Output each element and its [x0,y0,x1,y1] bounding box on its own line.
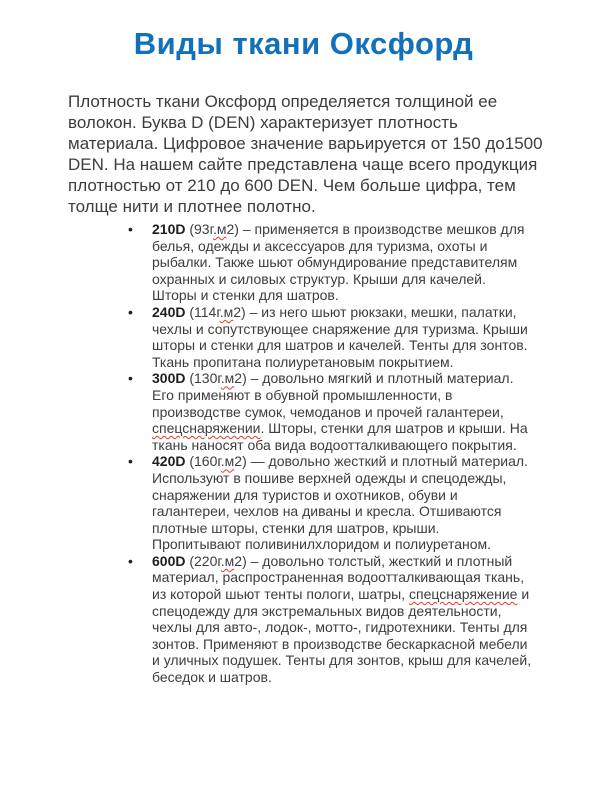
density-label: 210D [152,221,186,237]
list-item [152,304,532,370]
misspelled-word: .м [213,221,227,237]
list-item [152,370,532,453]
document-page [0,26,607,811]
bullet-text: и спецодежду для экстремальных видов деятельности, чехлы для авто-, лодок-, мотто-, гидротехники. Тенты для зонтов. Применяют в производстве бескаркасной мебели и уличных подушек. Тенты для зонтов, крыш для качелей, беседок и шатров. [152,586,532,686]
bullet-text: 2) – применяется в производстве мешков для белья, одежды и аксессуаров для туризма, охоты и рыбалки. Также шьют обмундирование представителям охранных и силовых структур. Крыши для качелей. Шторы и стенки для шатров. [152,221,525,304]
bullet-text: (130г [185,370,221,387]
misspelled-word: спецснаряжении [152,420,261,437]
density-label: 240D [152,303,186,320]
bullet-text: 2) — довольно жесткий и плотный материал. Используют в пошиве верхней одежды и спецодежды, снаряжении для туристов и охотников, обуви и галантереи, чехлов на диваны и кресла. Отшиваются плотные шторы, стенки для шатров, крыши. Пропитывают поливинилхлоридом и полиуретаном. [152,453,528,553]
bullet-text: 2) – довольно толстый, жесткий и плотный материал, распространенная водоотталкивающая ткань, из которой шьют тенты пологи, шатры, [152,552,525,603]
bullet-text: (160г [185,453,221,470]
density-label: 600D [152,552,186,569]
list-item [152,453,532,553]
misspelled-word: .м [220,453,235,470]
misspelled-word: .м [220,370,235,387]
intro-paragraph: Плотность ткани Оксфорд определяется толщиной ее волокон. Буква D (DEN) характеризует плотность материала. Цифровое значение варьируется от 150 до1500 DEN. На нашем сайте представлена чаще всего продукция плотностью от 210 до 600 DEN. Чем больше цифра, тем толще нити и плотнее полотно. [68,92,543,216]
misspelled-word: .м [220,552,235,569]
bullet-text: 2) – довольно мягкий и плотный материал. Его применяют в обувной промышленности, в производстве сумок, чемоданов и прочей галантереи, [152,370,514,420]
density-label: 300D [152,370,186,387]
page [0,26,607,811]
bullet-text: 2) – из него шьют рюкзаки, мешки, палатки, чехлы и сопутствующее снаряжение для туризма. Крыши шторы и стенки для шатров и качелей. Тенты для зонтов. Ткань пропитана полиуретановым покрытием. [152,303,528,370]
density-label: 420D [152,453,186,470]
bullet-text: (93г [185,221,213,237]
bullet-text: (114г [185,303,220,320]
misspelled-word: .м [219,303,234,320]
fabric-list [152,221,532,686]
misspelled-word: спецснаряжение [409,586,518,603]
list-item [152,221,532,304]
bullet-text: . Шторы, стенки для шатров и крыши. На ткань наносят оба вида водоотталкивающего покрытия. [152,420,528,453]
bullet-text: (220г [185,552,221,569]
list-item [152,553,532,686]
page-title: Виды ткани Оксфорд [133,26,474,61]
